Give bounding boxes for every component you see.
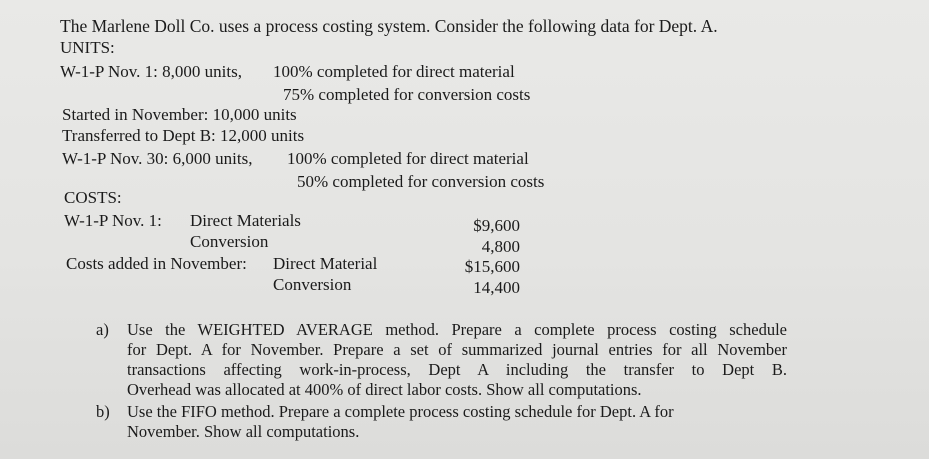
question-b <box>96 402 796 444</box>
costs-added-conv-label: Conversion <box>273 275 352 294</box>
question-a-tag: a) <box>96 320 109 339</box>
costs-added-dm-label: Direct Material <box>273 254 378 273</box>
costs-wip-dm-value: $9,600 <box>473 216 520 235</box>
wip-nov1-dm-completion: 100% completed for direct material <box>273 62 515 81</box>
wip-nov30-dm-completion: 100% completed for direct material <box>287 149 529 168</box>
costs-added-conv-value: 14,400 <box>473 278 520 297</box>
question-a <box>96 320 796 402</box>
costs-wip-dm-label: Direct Materials <box>190 211 301 230</box>
costs-added-label: Costs added in November: <box>66 254 247 273</box>
question-a-line: Use the WEIGHTED AVERAGE method. Prepare a complete process costing schedule <box>127 320 787 339</box>
costs-added-dm-value: $15,600 <box>464 257 520 276</box>
costs-wip-conv-value: 4,800 <box>481 237 520 256</box>
costs-wip-conv-label: Conversion <box>190 232 269 251</box>
question-b-body <box>127 402 787 442</box>
question-a-line: transactions affecting work-in-process, Dept A including the transfer to Dept B. <box>127 360 787 379</box>
wip-nov30-cc-completion: 50% completed for conversion costs <box>297 172 545 191</box>
question-b-tag: b) <box>96 402 110 421</box>
question-a-line: for Dept. A for November. Prepare a set of summarized journal entries for all November <box>127 340 787 359</box>
started-units: Started in November: 10,000 units <box>62 105 297 124</box>
transferred-units: Transferred to Dept B: 12,000 units <box>62 126 305 145</box>
question-a-line: Overhead was allocated at 400% of direct labor costs. Show all computations. <box>127 380 642 399</box>
question-a-body <box>127 320 787 400</box>
costs-heading: COSTS: <box>64 188 122 207</box>
question-b-line: Use the FIFO method. Prepare a complete process costing schedule for Dept. A for <box>127 402 674 421</box>
wip-nov30-units: W-1-P Nov. 30: 6,000 units, <box>62 149 253 168</box>
question-b-line: November. Show all computations. <box>127 422 360 441</box>
wip-nov1-cc-completion: 75% completed for conversion costs <box>283 85 531 104</box>
problem-intro: The Marlene Doll Co. uses a process costing system. Consider the following data for Dept. A. <box>60 16 718 36</box>
wip-nov1-units: W-1-P Nov. 1: 8,000 units, <box>60 62 242 81</box>
units-heading: UNITS: <box>60 38 115 57</box>
costs-wip-label: W-1-P Nov. 1: <box>64 211 162 230</box>
